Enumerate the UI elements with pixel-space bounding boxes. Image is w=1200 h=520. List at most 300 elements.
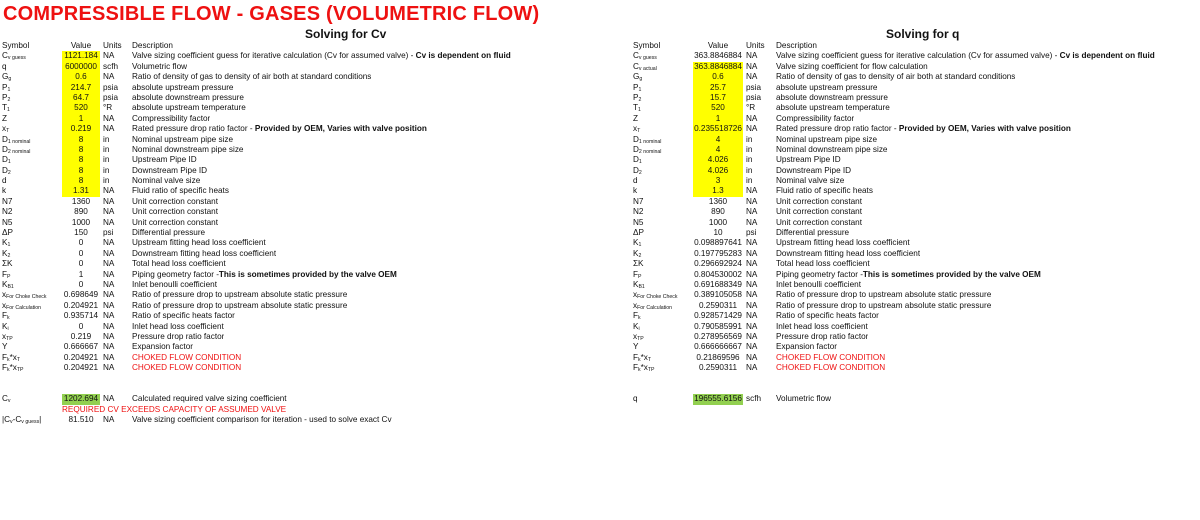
description-text: Nominal downstream pipe size <box>132 144 244 154</box>
unit-cell: NA <box>746 186 758 196</box>
symbol-text: P <box>2 92 8 102</box>
symbol-subscript: 1 <box>638 159 642 166</box>
value-cell: 0 <box>78 238 84 248</box>
description-note: Provided by OEM, Varies with valve position <box>254 124 427 134</box>
description-text: CHOKED FLOW CONDITION <box>776 352 886 362</box>
value-cell: 1 <box>78 269 84 279</box>
description-cell <box>776 155 841 165</box>
description-cell <box>776 114 854 124</box>
unit-cell: NA <box>746 61 758 71</box>
unit-cell: in <box>103 165 110 175</box>
symbol-cell <box>633 103 693 113</box>
unit-cell: NA <box>103 217 115 227</box>
unit-cell: psia <box>103 82 119 92</box>
symbol-cell <box>2 311 62 321</box>
symbol-text: K <box>633 248 639 258</box>
value-cell: 3 <box>693 176 743 186</box>
description-text: Ratio of density of gas to density of air both at standard conditions <box>776 72 1016 82</box>
description-text: Downstream Pipe ID <box>776 165 852 175</box>
value-cell: 890 <box>711 207 725 217</box>
symbol-subscript: B1 <box>638 283 645 290</box>
symbol-cell <box>2 270 62 280</box>
description-cell <box>776 259 870 269</box>
value-cell: 214.7 <box>62 83 100 93</box>
symbol-text: F <box>2 363 8 373</box>
table-row <box>633 62 1198 72</box>
unit-cell: in <box>103 144 110 154</box>
description-text: Ratio of specific heats factor <box>132 311 235 321</box>
table-row <box>2 415 592 425</box>
value-cell: 1 <box>693 114 743 124</box>
unit-cell: NA <box>103 300 115 310</box>
symbol-cell <box>633 353 693 363</box>
unit-cell: in <box>103 134 110 144</box>
unit-cell: NA <box>103 342 115 352</box>
description-text: CHOKED FLOW CONDITION <box>132 363 242 373</box>
symbol-cell <box>633 259 693 269</box>
symbol-subscript: k <box>638 367 641 374</box>
symbol-subscript: 1 <box>7 107 10 114</box>
description-cell <box>132 114 210 124</box>
description-text: Valve sizing coefficient guess for iterative calculation (Cv for assumed valve) - <box>132 51 416 61</box>
symbol-subscript: T <box>16 356 21 363</box>
description-text: absolute upstream pressure <box>776 82 878 92</box>
symbol-cell <box>2 135 62 145</box>
table-row <box>633 311 1198 321</box>
description-text: Calculated required valve sizing coefficient <box>132 394 287 404</box>
description-text: Upstream fitting head loss coefficient <box>132 238 266 248</box>
table-row <box>2 135 592 145</box>
symbol-text: d <box>633 176 638 186</box>
description-cell <box>776 124 1071 134</box>
description-cell <box>776 62 928 72</box>
unit-cell: NA <box>103 290 115 300</box>
description-text: Downstream Pipe ID <box>132 165 208 175</box>
symbol-text: K <box>633 321 639 331</box>
symbol-subscript: For Calculation <box>6 304 41 311</box>
description-cell <box>776 249 920 259</box>
symbol-cell <box>633 93 693 103</box>
symbol-text: D <box>633 134 639 144</box>
value-cell: 520 <box>62 103 100 113</box>
header-description: Description <box>776 41 817 50</box>
unit-cell: NA <box>103 311 115 321</box>
unit-cell: in <box>103 176 110 186</box>
value-cell: 0.928571429 <box>694 311 742 321</box>
description-text: Total head loss coefficient <box>132 259 226 269</box>
table-row <box>2 384 592 394</box>
symbol-text: P <box>633 82 639 92</box>
unit-cell: NA <box>746 72 758 82</box>
symbol-text: k <box>2 186 7 196</box>
table-row <box>2 363 592 373</box>
symbol-cell <box>2 51 62 61</box>
left-rows <box>2 51 592 425</box>
description-note: This is sometimes provided by the valve OEM <box>862 269 1041 279</box>
description-cell <box>132 249 276 259</box>
value-cell: 25.7 <box>693 83 743 93</box>
symbol-text: G <box>633 72 640 82</box>
symbol-text: |C <box>2 415 11 425</box>
symbol-subscript: 1 <box>7 86 11 93</box>
description-text: Inlet benoulli coefficient <box>776 279 861 289</box>
unit-cell: psia <box>746 82 762 92</box>
header-description: Description <box>132 41 173 50</box>
symbol-text: x <box>633 124 638 134</box>
description-cell <box>776 228 849 238</box>
description-text: Total head loss coefficient <box>776 259 870 269</box>
unit-cell: psia <box>746 92 762 102</box>
unit-cell: NA <box>746 124 758 134</box>
symbol-subscript: 1 <box>7 159 11 166</box>
symbol-subscript: For Calculation <box>637 304 672 311</box>
description-text: Fluid ratio of specific heats <box>776 186 873 196</box>
description-text: absolute upstream temperature <box>776 103 890 113</box>
table-row <box>2 124 592 134</box>
table-row <box>633 249 1198 259</box>
symbol-subscript: i <box>7 325 9 332</box>
right-rows <box>633 51 1198 404</box>
unit-cell: NA <box>746 248 758 258</box>
value-cell: 0.2590311 <box>698 363 738 373</box>
description-text: Nominal upstream pipe size <box>132 134 234 144</box>
symbol-cell <box>2 394 62 404</box>
symbol-text: F <box>2 269 8 279</box>
description-cell <box>132 135 233 145</box>
unit-cell: NA <box>746 279 758 289</box>
value-cell: 0 <box>78 259 84 269</box>
symbol-subscript: 2 nominal <box>638 148 662 155</box>
description-text: Rated pressure drop ratio factor - <box>776 124 899 134</box>
value-cell: 0.804530002 <box>694 269 742 279</box>
left-calculation-table <box>2 41 592 425</box>
symbol-subscript: 1 <box>638 242 642 249</box>
description-cell <box>132 145 244 155</box>
symbol-text: d <box>2 176 7 186</box>
symbol-subscript: 2 nominal <box>7 148 31 155</box>
description-cell <box>776 83 878 93</box>
unit-cell: in <box>746 144 753 154</box>
symbol-text: K <box>2 238 8 248</box>
capacity-warning: REQUIRED CV EXCEEDS CAPACITY OF ASSUMED VALVE <box>62 404 287 414</box>
unit-cell: NA <box>103 394 115 404</box>
description-text: Fluid ratio of specific heats <box>132 186 229 196</box>
table-row <box>633 301 1198 311</box>
description-text: Inlet head loss coefficient <box>132 321 224 331</box>
table-row <box>2 322 592 332</box>
symbol-text: F <box>2 311 8 321</box>
symbol-cell <box>2 83 62 93</box>
value-cell: 4.026 <box>693 155 743 165</box>
value-cell: 0.6 <box>693 72 743 82</box>
table-row <box>2 186 592 196</box>
value-cell: 1000 <box>71 217 91 227</box>
table-row <box>633 290 1198 300</box>
symbol-text: | <box>39 415 42 425</box>
table-row <box>633 197 1198 207</box>
description-cell <box>132 186 229 196</box>
unit-cell: NA <box>746 217 758 227</box>
unit-cell: NA <box>746 51 758 61</box>
description-cell <box>132 124 427 134</box>
symbol-text: *x <box>9 352 17 362</box>
table-row <box>633 186 1198 196</box>
unit-cell: NA <box>746 238 758 248</box>
header-symbol: Symbol <box>2 41 30 50</box>
symbol-text: D <box>2 165 8 175</box>
table-row <box>2 353 592 363</box>
unit-cell: NA <box>103 207 115 217</box>
table-row <box>2 176 592 186</box>
unit-cell: °R <box>103 103 113 113</box>
unit-cell: NA <box>746 321 758 331</box>
table-row <box>633 280 1198 290</box>
symbol-subscript: 2 <box>7 252 11 259</box>
symbol-text: K <box>2 279 8 289</box>
symbol-cell <box>2 342 62 352</box>
symbol-subscript: i <box>638 325 640 332</box>
symbol-cell <box>2 332 62 342</box>
description-note: Cv is dependent on fluid <box>1059 51 1155 61</box>
symbol-subscript: v <box>10 419 13 426</box>
table-row <box>633 332 1198 342</box>
description-text: Compressibility factor <box>776 113 855 123</box>
description-cell <box>132 353 241 363</box>
value-cell: 4.026 <box>693 166 743 176</box>
symbol-subscript: g <box>639 76 643 83</box>
symbol-cell <box>2 207 62 217</box>
description-text: Expansion factor <box>776 342 837 352</box>
description-cell <box>776 51 1155 61</box>
symbol-cell <box>633 135 693 145</box>
description-cell <box>132 290 347 300</box>
value-cell: 363.8846884 <box>694 51 742 61</box>
symbol-subscript: 2 <box>7 169 11 176</box>
unit-cell: NA <box>746 269 758 279</box>
description-text: Rated pressure drop ratio factor - <box>132 124 255 134</box>
description-text: Ratio of density of gas to density of air both at standard conditions <box>132 72 372 82</box>
description-cell <box>776 186 873 196</box>
symbol-text: Z <box>2 113 8 123</box>
symbol-subscript: T <box>637 128 641 135</box>
symbol-cell <box>2 218 62 228</box>
table-row <box>633 238 1198 248</box>
right-header-row <box>633 41 1198 51</box>
value-cell: 8 <box>62 135 100 145</box>
value-cell: 0.204921 <box>63 352 99 362</box>
symbol-text: x <box>2 300 7 310</box>
description-text: Pressure drop ratio factor <box>776 331 869 341</box>
page-title: COMPRESSIBLE FLOW - GASES (VOLUMETRIC FLOW) <box>3 3 540 25</box>
unit-cell: NA <box>103 279 115 289</box>
symbol-cell <box>633 311 693 321</box>
symbol-text: F <box>2 352 8 362</box>
description-text: Ratio of pressure drop to upstream absolute static pressure <box>776 300 992 310</box>
unit-cell: NA <box>103 415 115 425</box>
value-cell: 1202.694 <box>63 394 99 404</box>
value-cell: 8 <box>62 155 100 165</box>
description-cell <box>132 103 246 113</box>
symbol-subscript: k <box>7 356 10 363</box>
symbol-cell <box>633 280 693 290</box>
symbol-cell <box>633 207 693 217</box>
description-cell <box>132 83 234 93</box>
symbol-text: N7 <box>2 196 13 206</box>
description-text: Nominal downstream pipe size <box>776 144 888 154</box>
description-cell <box>776 332 868 342</box>
description-cell <box>132 218 218 228</box>
value-cell: 1360 <box>708 196 728 206</box>
table-row <box>2 207 592 217</box>
value-cell: 0.204921 <box>63 363 99 373</box>
description-text: Ratio of specific heats factor <box>776 311 879 321</box>
table-row <box>2 394 592 404</box>
table-row <box>2 145 592 155</box>
unit-cell: in <box>103 155 110 165</box>
symbol-cell <box>2 363 62 373</box>
value-cell: 0 <box>78 248 84 258</box>
symbol-text: N2 <box>633 207 644 217</box>
unit-cell: NA <box>746 352 758 362</box>
symbol-cell <box>2 290 62 300</box>
symbol-text: K <box>633 238 639 248</box>
symbol-subscript: TP <box>647 367 655 374</box>
symbol-text: D <box>2 155 8 165</box>
unit-cell: scfh <box>103 61 119 71</box>
symbol-text: D <box>2 134 8 144</box>
value-cell: 10 <box>713 228 723 238</box>
symbol-subscript: T <box>6 128 10 135</box>
description-cell <box>132 207 218 217</box>
unit-cell: scfh <box>746 394 762 404</box>
description-cell <box>776 301 991 311</box>
symbol-text: q <box>2 61 7 71</box>
value-cell: 0.219 <box>62 124 100 134</box>
description-cell <box>776 322 868 332</box>
table-row <box>633 363 1198 373</box>
description-text: absolute downstream pressure <box>776 92 888 102</box>
symbol-cell <box>2 259 62 269</box>
description-text: Downstream fitting head loss coefficient <box>132 248 277 258</box>
unit-cell: in <box>746 176 753 186</box>
description-cell <box>776 197 862 207</box>
table-row <box>2 103 592 113</box>
unit-cell: NA <box>746 113 758 123</box>
symbol-text: K <box>633 279 639 289</box>
symbol-cell <box>2 322 62 332</box>
table-row <box>633 207 1198 217</box>
symbol-text: K <box>2 321 8 331</box>
unit-cell: NA <box>746 331 758 341</box>
description-text: Expansion factor <box>132 342 193 352</box>
symbol-subscript: k <box>7 367 10 374</box>
value-cell: 0 <box>78 321 84 331</box>
unit-cell: NA <box>746 207 758 217</box>
value-cell: 0.204921 <box>63 300 99 310</box>
symbol-cell <box>633 218 693 228</box>
description-text: Unit correction constant <box>776 217 863 227</box>
left-section-title-text: Solving for Cv <box>305 27 387 41</box>
unit-cell: °R <box>746 103 756 113</box>
unit-cell: NA <box>746 342 758 352</box>
value-cell: 0.790585991 <box>694 321 742 331</box>
symbol-text: C <box>2 394 8 404</box>
value-cell: 0 <box>78 279 84 289</box>
symbol-text: *x <box>9 363 17 373</box>
description-cell <box>776 353 885 363</box>
description-text: Piping geometry factor - <box>132 269 219 279</box>
symbol-subscript: k <box>7 315 10 322</box>
symbol-subscript: For Choke Check <box>637 294 678 301</box>
symbol-cell <box>633 249 693 259</box>
description-cell <box>132 228 205 238</box>
symbol-cell <box>633 145 693 155</box>
symbol-text: K <box>2 248 8 258</box>
unit-cell: NA <box>103 352 115 362</box>
table-row <box>2 114 592 124</box>
table-row <box>2 51 592 61</box>
symbol-subscript: v guess <box>638 55 657 62</box>
description-cell <box>132 238 266 248</box>
unit-cell: NA <box>103 113 115 123</box>
description-note: Provided by OEM, Varies with valve position <box>898 124 1071 134</box>
description-text: Ratio of pressure drop to upstream absolute static pressure <box>132 300 348 310</box>
header-symbol: Symbol <box>633 41 661 50</box>
unit-cell: in <box>746 134 753 144</box>
table-row <box>2 290 592 300</box>
header-value: Value <box>70 41 92 50</box>
description-cell <box>776 135 877 145</box>
symbol-cell <box>633 342 693 352</box>
table-row <box>2 72 592 82</box>
description-cell <box>132 322 224 332</box>
symbol-text: D <box>633 144 639 154</box>
table-row <box>633 166 1198 176</box>
symbol-text: D <box>633 165 639 175</box>
description-text: absolute upstream pressure <box>132 82 234 92</box>
unit-cell: NA <box>103 186 115 196</box>
description-text: CHOKED FLOW CONDITION <box>132 352 242 362</box>
value-cell: 0.666666667 <box>694 342 742 352</box>
symbol-cell <box>2 186 62 196</box>
unit-cell: NA <box>746 311 758 321</box>
symbol-subscript: v <box>7 398 11 405</box>
symbol-text: x <box>2 331 7 341</box>
symbol-cell <box>633 394 693 404</box>
symbol-text: Z <box>633 113 639 123</box>
table-row <box>633 322 1198 332</box>
value-cell: 0.935714 <box>63 311 99 321</box>
symbol-text: N5 <box>633 217 644 227</box>
unit-cell: NA <box>103 331 115 341</box>
table-row <box>633 114 1198 124</box>
value-cell: 1.3 <box>693 186 743 196</box>
table-row <box>633 155 1198 165</box>
value-cell: 1000 <box>708 217 728 227</box>
description-text: Nominal upstream pipe size <box>776 134 878 144</box>
table-row <box>633 176 1198 186</box>
header-units: Units <box>746 41 765 50</box>
symbol-text: T <box>633 103 639 113</box>
description-text: Ratio of pressure drop to upstream absolute static pressure <box>132 290 348 300</box>
symbol-subscript: For Choke Check <box>6 294 47 301</box>
symbol-cell <box>633 124 693 134</box>
description-text: Inlet head loss coefficient <box>776 321 868 331</box>
description-cell <box>776 93 888 103</box>
symbol-text: C <box>633 61 639 71</box>
description-text: Valve sizing coefficient guess for iterative calculation (Cv for assumed valve) - <box>776 51 1060 61</box>
symbol-text: *x <box>640 363 648 373</box>
